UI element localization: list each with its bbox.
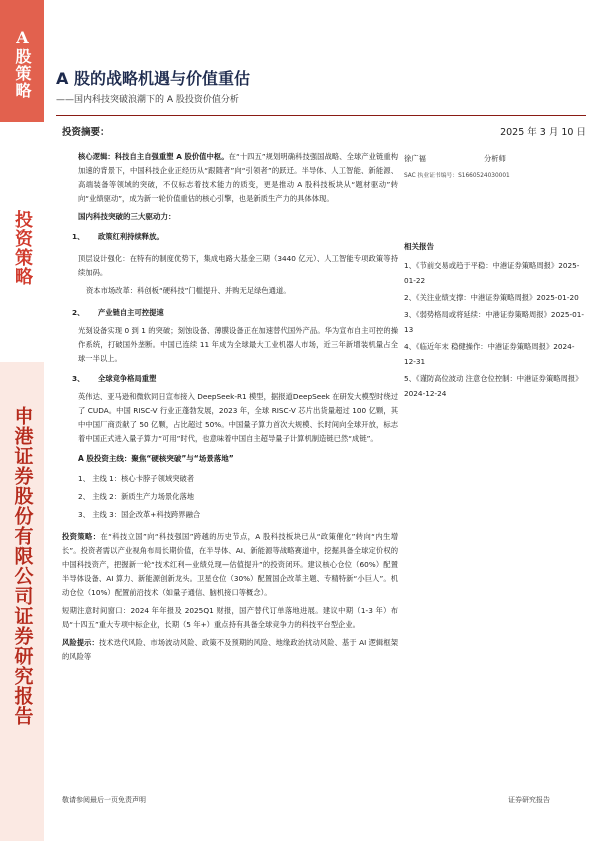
related-report-item[interactable]: 3、《弱势格局或将延续：中港证券策略周报》2025-01-13	[404, 310, 585, 334]
driver-3-text: 英伟达、亚马逊和微软同日宣布接入 DeepSeek-R1 模型，据报道DeepSeek 在研发大模型时绕过了 CUDA。中国 RISC-V 行业正蓬勃发展，2023 年，全球 RISC-V 芯片出货量超过 100 亿颗，其中中国厂商贡献了 50 亿颗，占比超过 50%。中国量子算力首次大规模、长时间向全球开放，标志着中国正式进入量子算力“可用”时代，也意味着中国自主超导量子计算机制造链已然“成链”。	[78, 392, 398, 443]
sidebar-brand-block	[0, 362, 44, 841]
driver-2-title: 产业链自主可控提速	[98, 308, 164, 317]
analyst-role: 分析师	[484, 154, 506, 163]
core-logic-text: 在“十四五”规划明确科技强国战略、全球产业链重构加速的背景下，中国科技企业正经历从“跟随者”向“引领者”的跃迁。半导体、人工智能、新能源、高端装备等领域的突破，不仅标志着技术能力的质变，更是推动 A 股科技板块从“题材驱动”转向“业绩驱动”，成为新一轮价值重估的核心引擎，也是新质生产力的具体体现。	[78, 152, 399, 203]
risk-text: 技术迭代风险、市场波动风险、政策不及预期的风险、地缘政治扰动风险、基于 AI 逻辑框架的风险等	[62, 638, 399, 661]
analyst-license: SAC 执业证书编号：S1660524030001	[404, 173, 510, 179]
main-lines-heading: A 股投资主线：聚焦“硬核突破”与“场景落地”	[78, 454, 234, 463]
risk-paragraph	[62, 636, 398, 664]
driver-2-text: 光刻设备实现 0 到 1 的突破；刻蚀设备、薄膜设备正在加速替代国外产品。华为宣布自主可控的操作系统，打破国外垄断。中国已连续 11 年成为全球最大工业机器人市场，近三年新增装机量占全球一半以上。	[78, 326, 398, 363]
sidebar-brand-label: 申港证券股份有限公司证券研究报告	[11, 406, 34, 726]
risk-lead: 风险提示：	[62, 638, 99, 647]
driver-3-title: 全球竞争格局重塑	[98, 374, 157, 383]
driver-2-number: 2、	[72, 308, 85, 317]
strategy-text: 在“科技立国”向“科技强国”跨越的历史节点，A 股科技板块已从“政策催化”转向“内生增长”。投资者需以产业视角布局长期价值，在半导体、AI、新能源等战略赛道中，挖掘具备全球定价权的中国科技资产，把握新一轮“技术红利—业绩兑现—估值提升”的投资闭环。建议核心仓位（60%）配置半导体设备、AI 算力、新能源创新龙头。卫星仓位（30%）配置国企改革主题、专精特新“小巨人”。机动仓位（10%）配置前沿技术（如量子通信、脑机接口等概念）。	[62, 532, 398, 597]
page-title: A 股的战略机遇与价值重估	[56, 69, 250, 88]
right-column	[404, 124, 586, 403]
related-report-item[interactable]: 1、《节前交易或趋于平稳：中港证券策略周报》2025-01-22	[404, 261, 580, 285]
driver-1-text-a: 顶层设计强化：在特有的制度优势下，集成电路大基金三期（3440 亿元）、人工智能专项政策等持续加码。	[78, 254, 398, 277]
driver-3-heading	[62, 372, 398, 386]
core-logic-headline: 科技自主自强重塑 A 股价值中枢。	[114, 152, 229, 161]
related-report-item[interactable]: 4、《临近年末 稳健操作：中港证券策略周报》2024-12-31	[404, 342, 575, 366]
report-date: 2025 年 3 月 10 日	[500, 127, 586, 138]
sidebar-category-label: A股策略	[13, 28, 32, 99]
core-logic-lead: 核心逻辑：	[78, 152, 115, 161]
related-reports-list	[404, 258, 586, 401]
core-logic-paragraph	[62, 150, 398, 206]
strategy-lead: 投资策略：	[62, 532, 101, 541]
driver-3-number: 3、	[72, 374, 85, 383]
strategy-paragraph	[62, 530, 398, 600]
related-report-item[interactable]: 2、《关注业绩支撑：中港证券策略周报》2025-01-20	[404, 293, 579, 302]
related-reports-title: 相关报告	[404, 242, 434, 251]
page-subtitle: ——国内科技突破浪潮下的 A 股投资价值分析	[56, 95, 239, 105]
footer-label: 证券研究报告	[508, 796, 550, 804]
driver-1-title: 政策红利持续释放。	[98, 232, 164, 241]
analyst-name: 徐广福	[404, 154, 426, 163]
sidebar-type-block	[0, 122, 44, 362]
driver-1-heading	[62, 230, 398, 244]
driver-1-number: 1、	[72, 232, 85, 241]
drivers-heading: 国内科技突破的三大驱动力：	[78, 212, 176, 221]
driver-2-heading	[62, 306, 398, 320]
sidebar-type-label: 投资策略	[12, 210, 33, 286]
related-report-item[interactable]: 5、《谨防高位波动 注意仓位控制：中港证券策略周报》2024-12-24	[404, 374, 583, 398]
driver-1-text-b: 资本市场改革：科创板“硬科技”门槛提升、并购无足绿色通道。	[86, 286, 291, 295]
main-line-item: 1、 主线 1：核心卡脖子领域突破者	[78, 474, 195, 483]
sidebar-category-block	[0, 0, 44, 122]
main-line-item: 2、 主线 2：新质生产力场景化落地	[78, 492, 195, 501]
analyst-row	[404, 154, 586, 164]
disclaimer-note[interactable]: 敬请参阅最后一页免责声明	[62, 796, 146, 804]
header-divider	[56, 115, 586, 116]
time-window-paragraph: 短期注意时间窗口：2024 年年报及 2025Q1 财报，国产替代订单落地进展。建议中期（1-3 年）布局“十四五”重大专项中标企业，长期（5 年+）重点持有具备全球竞争力的科技平台型企业。	[62, 606, 398, 629]
main-line-item: 3、 主线 3：国企改革+科技跨界融合	[78, 510, 201, 519]
abstract-section	[62, 124, 398, 664]
abstract-title: 投资摘要：	[62, 127, 110, 138]
sidebar	[0, 0, 44, 841]
